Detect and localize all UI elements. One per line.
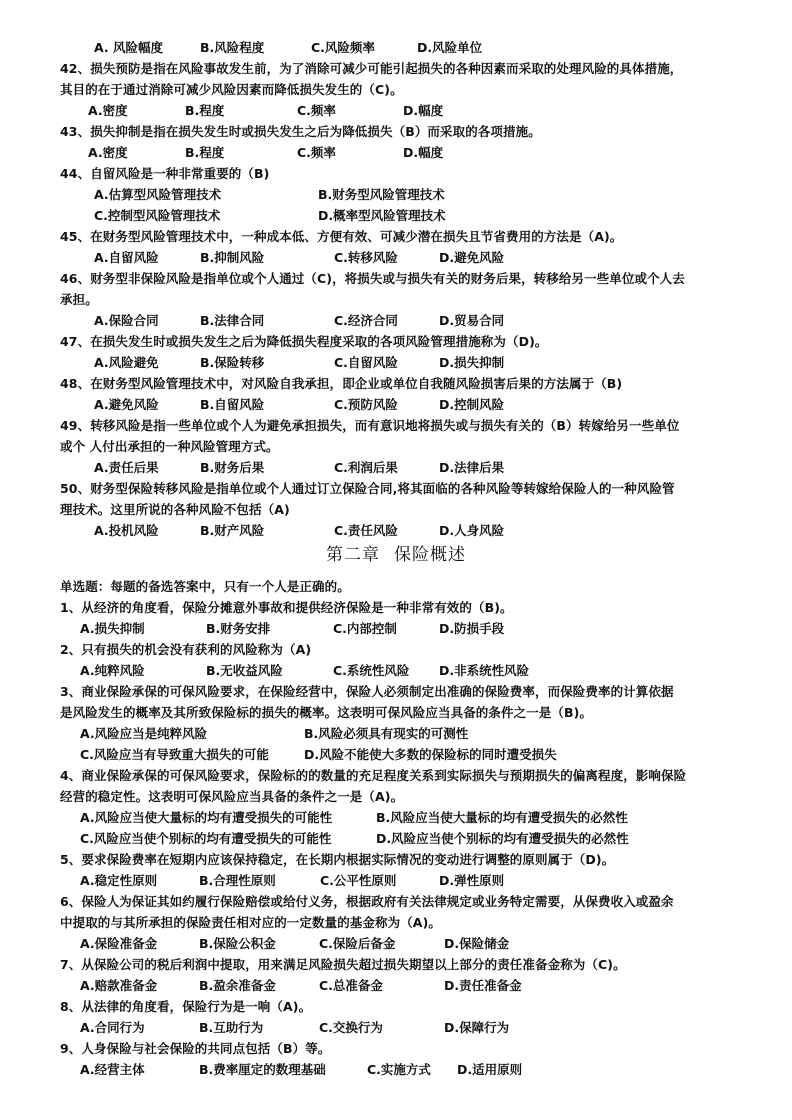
question-1: 1、从经济的角度看，保险分摊意外事故和提供经济保险是一种非常有效的（B)。: [60, 600, 513, 615]
option: A.密度: [88, 145, 128, 160]
q49-options: [94, 457, 792, 478]
option: A.投机风险: [94, 523, 159, 538]
question-7: 7、从保险公司的税后利润中提取，用来满足风险损失超过损失期望以上部分的责任准备金称为（C)。: [60, 957, 626, 972]
q45-options: [94, 247, 792, 268]
option: B.抑制风险: [200, 250, 265, 265]
option: B.法律合同: [200, 313, 265, 328]
option: B.保险公积金: [199, 936, 276, 951]
option: C.保险后备金: [319, 936, 396, 951]
option: A.密度: [88, 103, 128, 118]
c7-options: [80, 975, 780, 996]
option: D.防损手段: [439, 621, 505, 636]
option: D.保险储金: [444, 936, 510, 951]
option: C.责任风险: [334, 523, 398, 538]
option: B.程度: [185, 103, 225, 118]
option: A.风险避免: [94, 355, 159, 370]
q46-options: [94, 310, 792, 331]
option: D.幅度: [403, 103, 444, 118]
option: A.责任后果: [94, 460, 159, 475]
option: D.避免风险: [439, 250, 505, 265]
question-3-line-2: 是风险发生的概率及其所致保险标的损失的概率。这表明可保风险应当具备的条件之一是（B)。: [60, 705, 593, 720]
option: D.风险应当使个别标的均有遭受损失的必然性: [376, 831, 629, 846]
option: D.控制风险: [439, 397, 505, 412]
question-8: 8、从法律的角度看，保险行为是一响（A)。: [60, 999, 312, 1014]
option: C.控制型风险管理技术: [94, 208, 221, 223]
q47-options: [94, 352, 792, 373]
option: B.盈余准备金: [199, 978, 276, 993]
question-43: 43、损失抑制是指在损失发生时或损失发生之后为降低损失（B）而采取的各项措施。: [60, 124, 541, 139]
q44-options-row-2: [94, 205, 792, 226]
c4-options-row-2: [80, 828, 780, 849]
option: C.转移风险: [334, 250, 398, 265]
q44-options-row-1: [94, 184, 792, 205]
option: D.贸易合同: [439, 313, 505, 328]
c3-options-row-2: [80, 744, 780, 765]
question-46-line-2: 承担。: [60, 292, 98, 307]
option: A.估算型风险管理技术: [94, 187, 222, 202]
option: C.实施方式: [367, 1062, 431, 1077]
section-instruction: 单选题：每题的备选答案中，只有一个人是正确的。: [60, 579, 350, 594]
question-50-line-1: 50、财务型保险转移风险是指单位或个人通过订立保险合同,将其面临的各种风险等转嫁给保险人的一种风险管: [60, 481, 675, 496]
option: D.幅度: [403, 145, 444, 160]
option: D.保障行为: [444, 1020, 510, 1035]
option: B.风险必须具有现实的可测性: [304, 726, 469, 741]
c9-options: [80, 1059, 780, 1080]
option: A.经营主体: [80, 1062, 145, 1077]
option: C.频率: [297, 103, 336, 118]
question-6-line-2: 中提取的与其所承担的保险责任相对应的一定数量的基金称为（A)。: [60, 915, 441, 930]
option: B.财务型风险管理技术: [318, 187, 445, 202]
option: C.自留风险: [334, 355, 398, 370]
question-46-line-1: 46、财务型非保险风险是指单位或个人通过（C)，将损失或与损失有关的财务后果，转移给另一些单位或个人去: [60, 271, 685, 286]
question-42-line-2: 其目的在于通过消除可减少风险因素而降低损失发生的（C)。: [60, 82, 403, 97]
option: A. 风险幅度: [94, 40, 164, 55]
option: B.财务安排: [206, 621, 271, 636]
option: A.保险准备金: [80, 936, 158, 951]
option: C.交换行为: [319, 1020, 383, 1035]
c8-options: [80, 1017, 780, 1038]
chapter-title: [0, 542, 792, 568]
option: B.保险转移: [200, 355, 265, 370]
question-47: 47、在损失发生时或损失发生之后为降低损失程度采取的各项风险管理措施称为（D)。: [60, 334, 548, 349]
question-3-line-1: 3、商业保险承保的可保风险要求，在保险经营中，保险人必须制定出准确的保险费率，而保险费率的计算依据: [60, 684, 674, 699]
question-42-line-1: 42、损失预防是指在风险事故发生前，为了消除可减少可能引起损失的各种因素而采取的处理风险的具体措施，: [60, 61, 683, 76]
q48-options: [94, 394, 792, 415]
question-49-line-2: 或个 人付出承担的一种风险管理方式。: [60, 439, 279, 454]
c1-options: [80, 618, 780, 639]
option: D.责任准备金: [444, 978, 522, 993]
question-9: 9、人身保险与社会保险的共同点包括（B）等。: [60, 1041, 331, 1056]
option: A.风险应当是纯粹风险: [80, 726, 208, 741]
c5-options: [80, 870, 780, 891]
chapter-number: 第二章: [326, 545, 380, 565]
option: A.保险合同: [94, 313, 159, 328]
question-4-line-1: 4、商业保险承保的可保风险要求，保险标的的数量的充足程度关系到实际损失与预期损失的偏离程度，影响保险: [60, 768, 687, 783]
question-4-line-2: 经营的稳定性。这表明可保风险应当具备的条件之一是（A)。: [60, 789, 404, 804]
chapter-name: 保险概述: [394, 545, 466, 565]
option: C.频率: [297, 145, 336, 160]
question-6-line-1: 6、保险人为保证其如约履行保险赔偿或给付义务，根据政府有关法律规定或业务特定需要，从保费收入或盈余: [60, 894, 674, 909]
option: C.风险应当有导致重大损失的可能: [80, 747, 269, 762]
option: D.法律后果: [439, 460, 505, 475]
question-49-line-1: 49、转移风险是指一些单位或个人为避免承担损失，而有意识地将损失或与损失有关的（B）转嫁给另一些单位: [60, 418, 680, 433]
option: D.风险单位: [417, 40, 483, 55]
option: C.公平性原则: [320, 873, 397, 888]
option: B.风险应当使大量标的均有遭受损失的必然性: [376, 810, 628, 825]
option: C.利润后果: [334, 460, 398, 475]
option: D.概率型风险管理技术: [318, 208, 446, 223]
option: A.自留风险: [94, 250, 159, 265]
option: C.内部控制: [333, 621, 397, 636]
option: B.自留风险: [200, 397, 265, 412]
q50-options: [94, 520, 792, 541]
option: A.稳定性原则: [80, 873, 158, 888]
question-44: 44、自留风险是一种非常重要的（B): [60, 166, 270, 181]
option: B.费率厘定的数理基础: [199, 1062, 326, 1077]
option: D.风险不能使大多数的保险标的同时遭受损失: [304, 747, 557, 762]
option: D.人身风险: [439, 523, 505, 538]
c4-options-row-1: [80, 807, 780, 828]
question-5: 5、要求保险费率在短期内应该保持稳定，在长期内根据实际情况的变动进行调整的原则属于（D)。: [60, 852, 615, 867]
c3-options-row-1: [80, 723, 780, 744]
option: C.风险频率: [311, 40, 375, 55]
option: D.非系统性风险: [439, 663, 530, 678]
option: A.纯粹风险: [80, 663, 145, 678]
question-2: 2、只有损失的机会没有获利的风险称为（A): [60, 642, 312, 657]
option: C.经济合同: [334, 313, 398, 328]
question-48: 48、在财务型风险管理技术中，对风险自我承担，即企业或单位自我随风险损害后果的方法属于（B): [60, 376, 623, 391]
question-45: 45、在财务型风险管理技术中，一种成本低、方便有效、可减少潜在损失且节省费用的方法是（A)。: [60, 229, 623, 244]
question-50-line-2: 理技术。这里所说的各种风险不包括（A): [60, 502, 290, 517]
option: B.互助行为: [199, 1020, 264, 1035]
option: B.财务后果: [200, 460, 265, 475]
option: B.无收益风险: [206, 663, 283, 678]
q41-options: [94, 37, 792, 58]
c6-options: [80, 933, 780, 954]
option: A.合同行为: [80, 1020, 145, 1035]
option: A.避免风险: [94, 397, 159, 412]
option: B.风险程度: [200, 40, 265, 55]
option: B.合理性原则: [199, 873, 276, 888]
option: C.预防风险: [334, 397, 398, 412]
option: C.总准备金: [319, 978, 383, 993]
option: A.风险应当使大量标的均有遭受损失的可能性: [80, 810, 333, 825]
option: D.损失抑制: [439, 355, 505, 370]
q42-options: [88, 100, 788, 121]
option: D.弹性原则: [439, 873, 505, 888]
option: D.适用原则: [457, 1062, 523, 1077]
c2-options: [80, 660, 780, 681]
option: A.损失抑制: [80, 621, 145, 636]
option: A.赔款准备金: [80, 978, 158, 993]
option: C.系统性风险: [333, 663, 410, 678]
option: B.财产风险: [200, 523, 265, 538]
option: B.程度: [185, 145, 225, 160]
q43-options: [88, 142, 788, 163]
option: C.风险应当使个别标的均有遭受损失的可能性: [80, 831, 332, 846]
